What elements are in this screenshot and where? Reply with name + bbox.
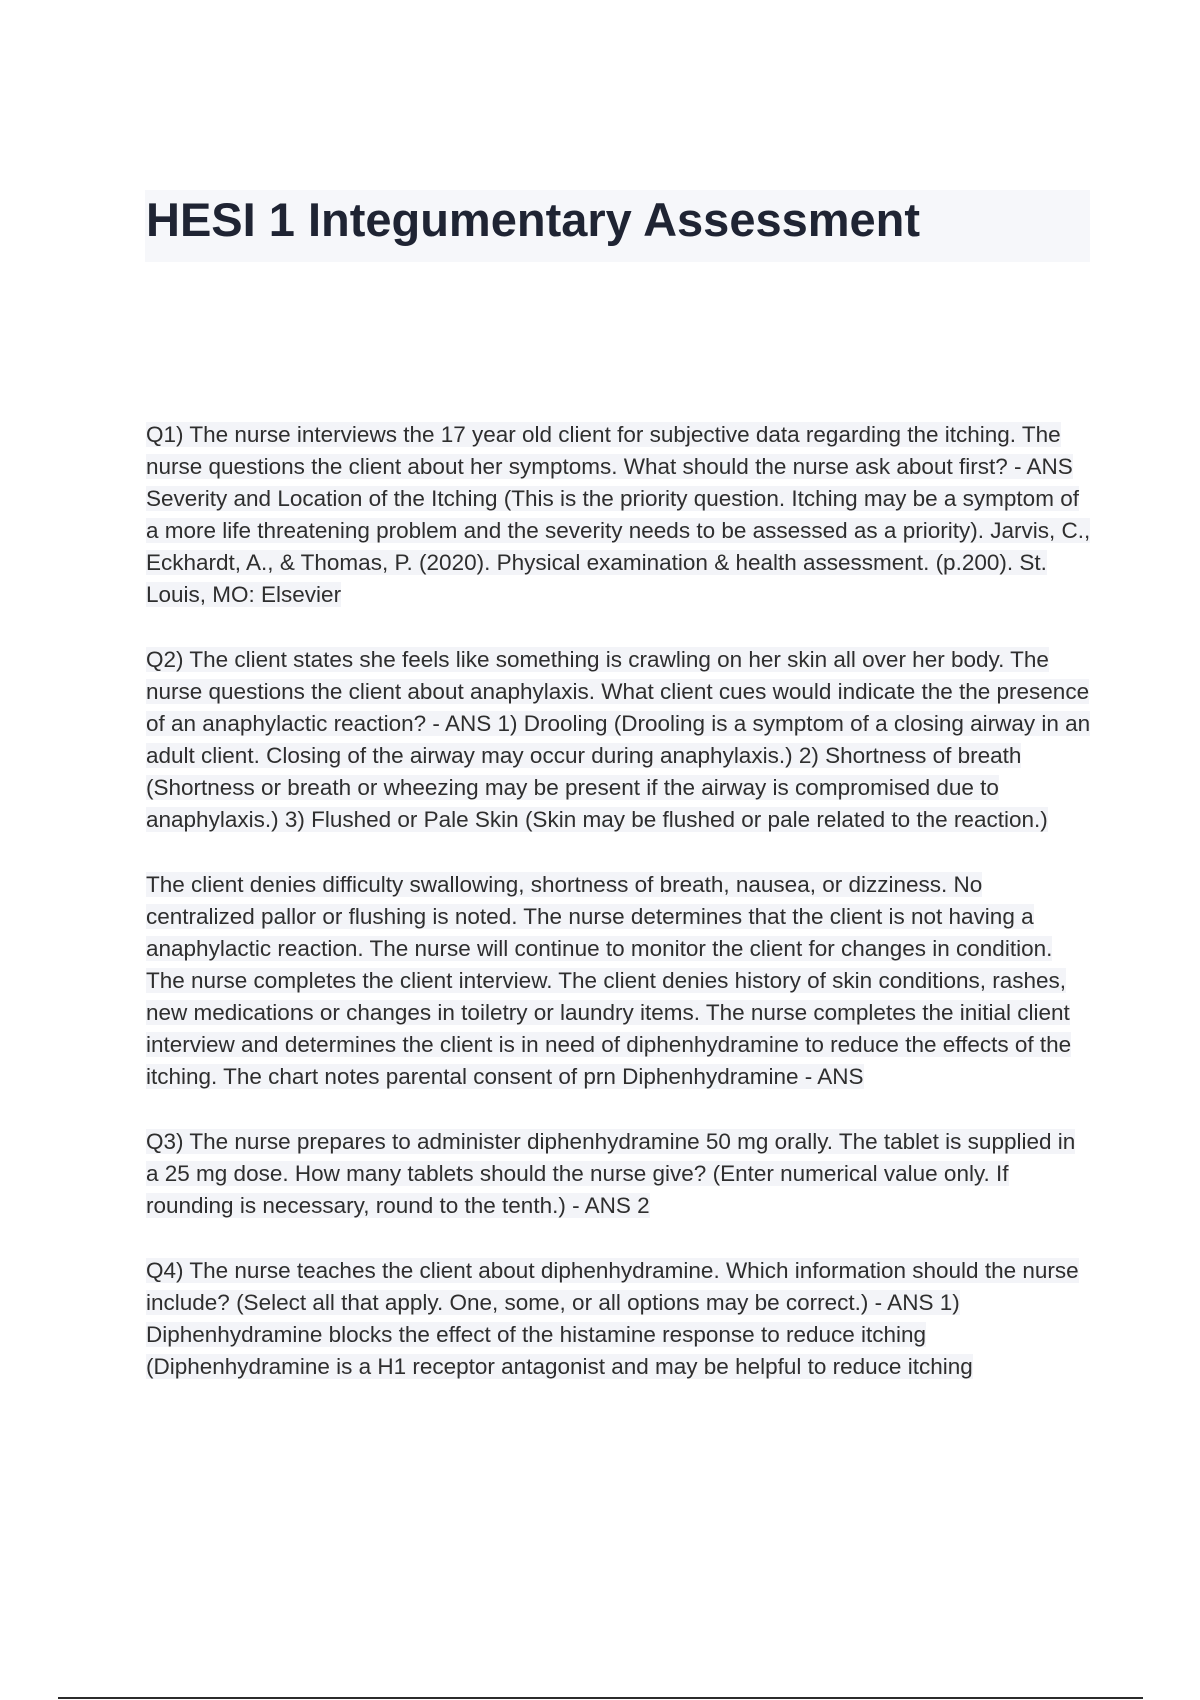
- document-title: HESI 1 Integumentary Assessment: [146, 193, 921, 246]
- case-narrative: [146, 869, 1091, 1093]
- footer-divider: [58, 1697, 1143, 1699]
- paragraph-text: Q1) The nurse interviews the 17 year old client for subjective data regarding the itching. The nurse questions the client about her symptoms. What should the nurse ask about first? - ANS Severity and Location of the Itching (This is the priority question. Itching may be a symptom of a more life threatening problem and the severity needs to be assessed as a priority). Jarvis, C., Eckhardt, A., & Thomas, P. (2020). Physical examination & health assessment. (p.200). St. Louis, MO: Elsevier: [146, 422, 1091, 607]
- question-q2: [146, 644, 1091, 836]
- question-q3: [146, 1126, 1091, 1222]
- paragraph-text: Q4) The nurse teaches the client about diphenhydramine. Which information should the nurse include? (Select all that apply. One, some, or all options may be correct.) - ANS 1) Diphenhydramine blocks the effect of the histamine response to reduce itching (Diphenhydramine is a H1 receptor antagonist and may be helpful to reduce itching: [146, 1258, 1079, 1379]
- question-q4: [146, 1255, 1091, 1383]
- document-body: [146, 419, 1091, 1416]
- paragraph-text: Q3) The nurse prepares to administer diphenhydramine 50 mg orally. The tablet is supplied in a 25 mg dose. How many tablets should the nurse give? (Enter numerical value only. If rounding is necessary, round to the tenth.) - ANS 2: [146, 1129, 1076, 1218]
- question-q1: [146, 419, 1091, 611]
- paragraph-text: Q2) The client states she feels like something is crawling on her skin all over her body. The nurse questions the client about anaphylaxis. What client cues would indicate the the presence of an anaphylactic reaction? - ANS 1) Drooling (Drooling is a symptom of a closing airway in an adult client. Closing of the airway may occur during anaphylaxis.) 2) Shortness of breath (Shortness or breath or wheezing may be present if the airway is compromised due to anaphylaxis.) 3) Flushed or Pale Skin (Skin may be flushed or pale related to the reaction.): [146, 647, 1091, 832]
- paragraph-text: The client denies difficulty swallowing, shortness of breath, nausea, or dizziness. No centralized pallor or flushing is noted. The nurse determines that the client is not having a anaphylactic reaction. The nurse will continue to monitor the client for changes in condition. The nurse completes the client interview. The client denies history of skin conditions, rashes, new medications or changes in toiletry or laundry items. The nurse completes the initial client interview and determines the client is in need of diphenhydramine to reduce the effects of the itching. The chart notes parental consent of prn Diphenhydramine - ANS: [146, 872, 1072, 1089]
